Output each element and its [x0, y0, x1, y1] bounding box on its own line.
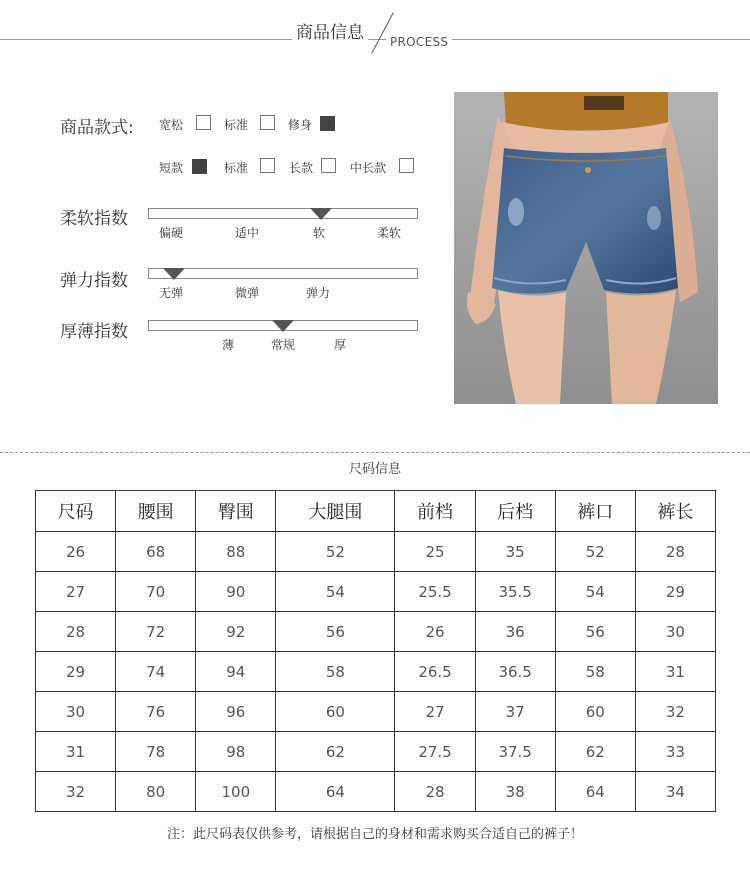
table-row — [36, 612, 716, 652]
table-cell: 80 — [116, 772, 196, 812]
table-cell: 35 — [475, 532, 555, 572]
thickness-label: 厚薄指数 — [60, 322, 128, 342]
table-cell: 62 — [276, 732, 395, 772]
table-cell: 92 — [196, 612, 276, 652]
header-leg-opening: 裤口 — [555, 491, 635, 532]
header-hip: 臀围 — [196, 491, 276, 532]
table-cell: 96 — [196, 692, 276, 732]
size-section-title: 尺码信息 — [348, 462, 401, 477]
table-cell: 54 — [555, 572, 635, 612]
table-cell: 27.5 — [395, 732, 475, 772]
softness-tick: 柔软 — [377, 226, 402, 240]
table-cell: 29 — [635, 572, 715, 612]
table-cell: 74 — [116, 652, 196, 692]
table-cell: 98 — [196, 732, 276, 772]
header-line — [0, 39, 750, 40]
table-cell: 72 — [116, 612, 196, 652]
table-cell: 60 — [276, 692, 395, 732]
style-checkbox-slim — [320, 116, 335, 131]
elasticity-scale — [148, 268, 418, 279]
table-cell: 58 — [276, 652, 395, 692]
size-note: 注：此尺码表仅供参考，请根据自己的身材和需求购买合适自己的裤子！ — [166, 827, 583, 842]
size-table — [35, 490, 716, 812]
table-cell: 90 — [196, 572, 276, 612]
table-cell: 34 — [635, 772, 715, 812]
style-option-loose: 宽松 — [159, 118, 184, 132]
table-cell: 54 — [276, 572, 395, 612]
length-option-short: 短款 — [159, 161, 184, 175]
header-front-rise: 前档 — [395, 491, 475, 532]
table-cell: 33 — [635, 732, 715, 772]
header-subtitle: PROCESS — [386, 35, 452, 49]
table-row — [36, 572, 716, 612]
elasticity-tick: 微弹 — [235, 286, 260, 300]
thickness-tick: 薄 — [222, 338, 235, 352]
table-cell: 27 — [36, 572, 116, 612]
header-size: 尺码 — [36, 491, 116, 532]
table-cell: 35.5 — [475, 572, 555, 612]
table-cell: 28 — [395, 772, 475, 812]
table-cell: 25 — [395, 532, 475, 572]
table-cell: 31 — [36, 732, 116, 772]
length-option-standard: 标准 — [224, 161, 249, 175]
table-cell: 31 — [635, 652, 715, 692]
header-thigh: 大腿围 — [276, 491, 395, 532]
table-cell: 52 — [276, 532, 395, 572]
softness-scale — [148, 208, 418, 219]
style-checkbox-standard — [260, 115, 275, 130]
table-cell: 37 — [475, 692, 555, 732]
table-cell: 58 — [555, 652, 635, 692]
thickness-tick: 厚 — [334, 338, 347, 352]
table-cell: 60 — [555, 692, 635, 732]
table-row — [36, 532, 716, 572]
table-row — [36, 692, 716, 732]
length-checkbox-standard — [260, 158, 275, 173]
section-divider — [0, 452, 750, 453]
elasticity-tick: 无弹 — [159, 286, 184, 300]
table-cell: 88 — [196, 532, 276, 572]
product-photo — [454, 92, 718, 404]
elasticity-marker — [163, 268, 185, 280]
table-cell: 26 — [395, 612, 475, 652]
table-cell: 37.5 — [475, 732, 555, 772]
table-cell: 70 — [116, 572, 196, 612]
header-waist: 腰围 — [116, 491, 196, 532]
softness-tick: 适中 — [235, 226, 260, 240]
table-cell: 30 — [36, 692, 116, 732]
style-checkbox-loose — [196, 115, 211, 130]
table-cell: 36.5 — [475, 652, 555, 692]
table-cell: 64 — [555, 772, 635, 812]
table-cell: 25.5 — [395, 572, 475, 612]
softness-label: 柔软指数 — [60, 209, 128, 229]
style-option-standard: 标准 — [224, 118, 249, 132]
style-option-slim: 修身 — [288, 118, 313, 132]
table-cell: 29 — [36, 652, 116, 692]
thickness-marker — [272, 320, 294, 332]
table-cell: 36 — [475, 612, 555, 652]
table-row — [36, 652, 716, 692]
table-cell: 27 — [395, 692, 475, 732]
header-title: 商品信息 — [292, 18, 368, 43]
thickness-tick: 常规 — [271, 338, 296, 352]
table-cell: 100 — [196, 772, 276, 812]
table-cell: 56 — [276, 612, 395, 652]
table-cell: 78 — [116, 732, 196, 772]
table-cell: 32 — [635, 692, 715, 732]
header-length: 裤长 — [635, 491, 715, 532]
length-option-mid-long: 中长款 — [350, 161, 387, 175]
length-checkbox-short — [192, 159, 207, 174]
table-cell: 56 — [555, 612, 635, 652]
length-checkbox-long — [321, 158, 336, 173]
softness-tick: 偏硬 — [159, 226, 184, 240]
elasticity-label: 弹力指数 — [60, 271, 128, 291]
table-row — [36, 772, 716, 812]
table-row — [36, 732, 716, 772]
table-cell: 76 — [116, 692, 196, 732]
size-table-header-row — [36, 491, 716, 532]
table-cell: 68 — [116, 532, 196, 572]
table-cell: 52 — [555, 532, 635, 572]
table-cell: 30 — [635, 612, 715, 652]
length-option-long: 长款 — [289, 161, 314, 175]
table-cell: 26.5 — [395, 652, 475, 692]
table-cell: 28 — [36, 612, 116, 652]
table-cell: 94 — [196, 652, 276, 692]
denim-shorts-illustration — [454, 92, 718, 404]
table-cell: 32 — [36, 772, 116, 812]
table-cell: 26 — [36, 532, 116, 572]
table-cell: 28 — [635, 532, 715, 572]
softness-marker — [310, 208, 332, 220]
table-cell: 38 — [475, 772, 555, 812]
table-cell: 64 — [276, 772, 395, 812]
elasticity-tick: 弹力 — [306, 286, 331, 300]
header-back-rise: 后档 — [475, 491, 555, 532]
size-table-body — [36, 532, 716, 812]
length-checkbox-mid-long — [399, 158, 414, 173]
softness-tick: 软 — [313, 226, 326, 240]
table-cell: 62 — [555, 732, 635, 772]
style-label: 商品款式: — [60, 118, 134, 138]
